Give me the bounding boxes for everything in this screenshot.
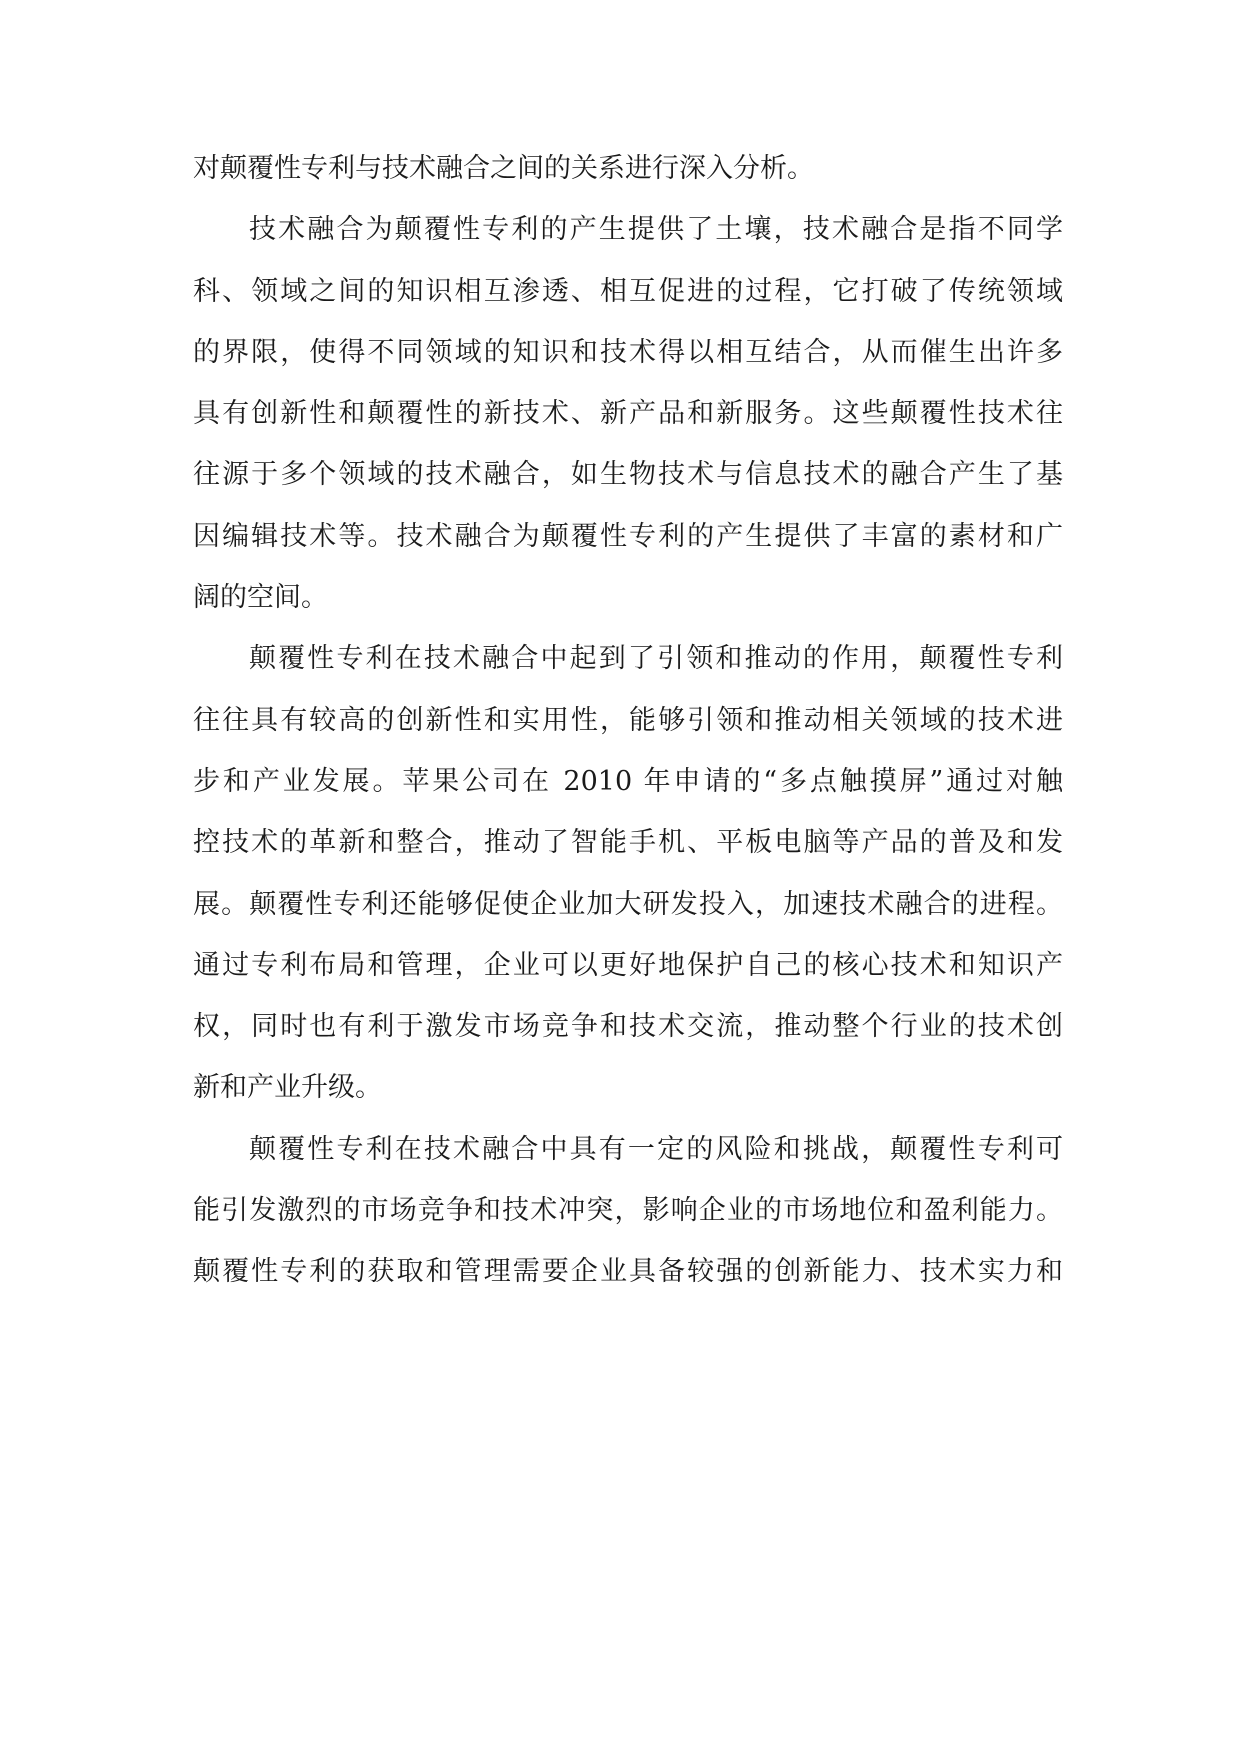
text-line: 阔的空间。: [193, 582, 328, 614]
text-line: 权，同时也有利于激发市场竞争和技术交流，推动整个行业的技术创: [193, 1011, 1063, 1043]
text-line: 新和产业升级。: [193, 1072, 382, 1104]
text-line: 的界限，使得不同领域的知识和技术得以相互结合，从而催生出许多: [193, 336, 1063, 368]
text-line: 步和产业发展。苹果公司在 2010 年申请的“多点触摸屏”通过对触: [193, 765, 1063, 797]
text-line: 颠覆性专利的获取和管理需要企业具备较强的创新能力、技术实力和: [193, 1256, 1063, 1288]
text-line: 控技术的革新和整合，推动了智能手机、平板电脑等产品的普及和发: [193, 827, 1063, 859]
text-line: 通过专利布局和管理，企业可以更好地保护自己的核心技术和知识产: [193, 949, 1063, 981]
paragraph-first-line: 技术融合为颠覆性专利的产生提供了土壤，技术融合是指不同学: [249, 214, 1063, 246]
paragraph-first-line: 颠覆性专利在技术融合中具有一定的风险和挑战，颠覆性专利可: [249, 1133, 1063, 1165]
text-line: 具有创新性和颠覆性的新技术、新产品和新服务。这些颠覆性技术往: [193, 398, 1063, 430]
text-line: 对颠覆性专利与技术融合之间的关系进行深入分析。: [193, 153, 814, 184]
text-line: 往源于多个领域的技术融合，如生物技术与信息技术的融合产生了基: [193, 459, 1063, 491]
paragraph-first-line: 颠覆性专利在技术融合中起到了引领和推动的作用，颠覆性专利: [249, 643, 1063, 675]
text-line: 展。颠覆性专利还能够促使企业加大研发投入，加速技术融合的进程。: [193, 888, 1063, 920]
text-line: 往往具有较高的创新性和实用性，能够引领和推动相关领域的技术进: [193, 704, 1063, 736]
text-line: 科、领域之间的知识相互渗透、相互促进的过程，它打破了传统领域: [193, 275, 1063, 307]
body-text: [193, 138, 1063, 1303]
text-line: 能引发激烈的市场竞争和技术冲突，影响企业的市场地位和盈利能力。: [193, 1195, 1063, 1227]
text-line: 因编辑技术等。技术融合为颠覆性专利的产生提供了丰富的素材和广: [193, 520, 1063, 552]
